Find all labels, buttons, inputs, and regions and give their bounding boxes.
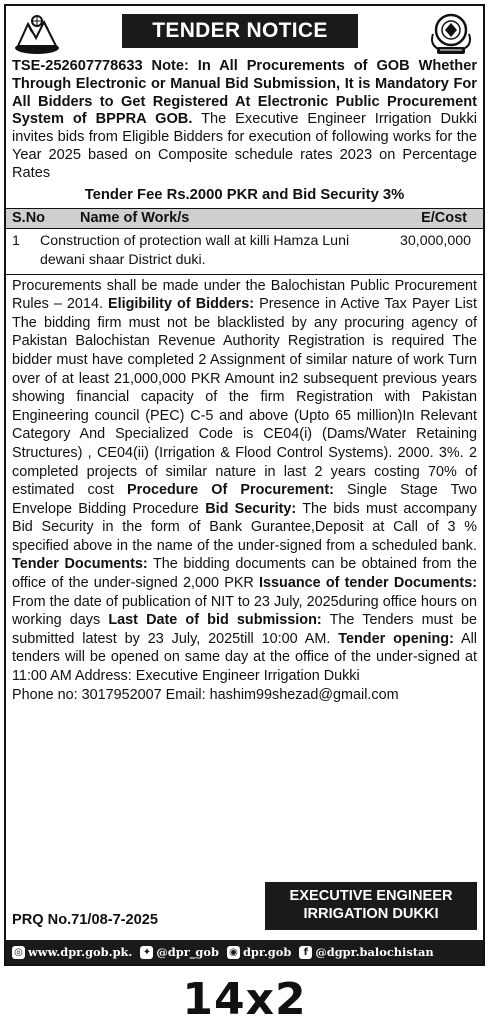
- twitter-item[interactable]: [140, 945, 219, 959]
- tender-fee-line: Tender Fee Rs.2000 PKR and Bid Security 3%: [84, 186, 405, 203]
- column-header-name: Name of Work/s: [80, 210, 190, 227]
- website-item[interactable]: [12, 945, 132, 959]
- issuance-text: From the date of publication of NIT to 23 July, 2025during office hours on working days: [12, 593, 477, 629]
- signatory-office: IRRIGATION DUKKI: [303, 906, 439, 922]
- row-work-name: Construction of protection wall at killi Hamza Luni dewani shaar District duki.: [40, 232, 350, 268]
- column-header-cost: E/Cost: [421, 210, 467, 227]
- contact-line: Phone no: 3017952007 Email: hashim99shezad@gmail.com: [12, 686, 399, 703]
- mandatory-registration-note: TSE-252607778633 Note: In All Procurements of GOB Whether Through Electronic or Manual Bid Submission, It is Mandatory For All Bidders to Get Registered At Electronic Public Procurement System of BPPRA GOB.: [12, 58, 477, 128]
- procedure-text: Single Stage Two Envelope Bidding Procedure: [12, 482, 477, 517]
- government-seal-logo: [425, 12, 477, 56]
- twitter-icon: ✦: [140, 946, 153, 959]
- procurement-terms: [6, 275, 483, 705]
- row-sno: 1: [12, 232, 20, 249]
- works-table-header: [6, 208, 483, 229]
- tender-opening-heading: Tender opening:: [338, 630, 454, 647]
- tender-documents-text: The bidding documents can be obtained from the office of the under-signed 2,000 PKR: [12, 556, 478, 592]
- row-estimated-cost: 30,000,000: [399, 232, 471, 249]
- tender-notice-frame: [4, 4, 485, 966]
- bid-security-text: The bids must accompany Bid Security in the form of Bank Gurantee,Deposit at Call of 3 % specified above in the name of the under-signed from a scheduled bank.: [12, 500, 477, 554]
- eligibility-text: Presence in Active Tax Payer List The bidding firm must not be blacklisted by any procuring agency of Pakistan Balochistan Revenue Authority Registration is required The bidder must have completed 2 Assignment of similar nature of work Turn over of at least 21,000,000 PKR Amount in2 subsequent previous years showing financial capacity of the firm Registration with Pakistan Engineering council (PEC) C-5 and above (Upto 65 million)In Relevant Category And Specialized Code is CE04(i) (Dams/Water Retaining Structures) , CE04(ii) (Irrigation & Flood Control Systems). 2000. 3%. 2 completed projects of similar nature in last 2 years costing 70% of estimated cost: [12, 296, 477, 499]
- facebook-item[interactable]: [299, 945, 433, 959]
- balochistan-emblem-logo: [12, 12, 62, 56]
- table-row: [6, 229, 483, 275]
- tender-opening-text: All tenders will be opened on same day at the office of the under-signed at 11:00 AM Address: Executive Engineer Irrigation Dukki: [12, 630, 477, 685]
- instagram-item[interactable]: [227, 945, 291, 959]
- issuance-heading: Issuance of tender Documents:: [259, 575, 477, 592]
- facebook-handle[interactable]: @dgpr.balochistan: [315, 945, 434, 959]
- last-date-text: The Tenders must be submitted latest by 23 July, 2025till 10:00 AM.: [12, 612, 477, 647]
- notice-title: TENDER NOTICE: [122, 14, 358, 48]
- ad-size-label: 14x2: [182, 974, 307, 1024]
- website-link[interactable]: www.dpr.gob.pk.: [28, 945, 133, 959]
- signatory-title: EXECUTIVE ENGINEER: [289, 888, 453, 904]
- eligibility-heading: Eligibility of Bidders:: [108, 296, 255, 313]
- intro-invitation-text: The Executive Engineer Irrigation Dukki invites bids from Eligible Bidders for execution of following works for the Year 2025 based on Composite schedule rates 2023 on Percentage Rates: [12, 111, 477, 181]
- procedure-heading: Procedure Of Procurement:: [127, 482, 334, 499]
- notice-header: [6, 6, 483, 60]
- twitter-handle[interactable]: @dpr_gob: [156, 945, 219, 959]
- prq-number: PRQ No.71/08-7-2025: [12, 912, 159, 928]
- tender-documents-heading: Tender Documents:: [12, 556, 148, 573]
- facebook-icon: f: [299, 946, 312, 959]
- notice-footer: [6, 882, 483, 946]
- social-media-bar: [6, 940, 483, 964]
- bid-security-heading: Bid Security:: [205, 500, 297, 517]
- rules-text: Procurements shall be made under the Balochistan Public Procurement Rules – 2014.: [12, 277, 477, 313]
- signatory-box: [265, 882, 477, 930]
- instagram-icon: ◉: [227, 946, 240, 959]
- globe-icon: ◎: [12, 946, 25, 959]
- column-header-sno: S.No: [12, 210, 46, 227]
- intro-paragraph: [6, 58, 483, 183]
- instagram-handle[interactable]: dpr.gob: [242, 945, 292, 959]
- last-date-heading: Last Date of bid submission:: [108, 612, 322, 629]
